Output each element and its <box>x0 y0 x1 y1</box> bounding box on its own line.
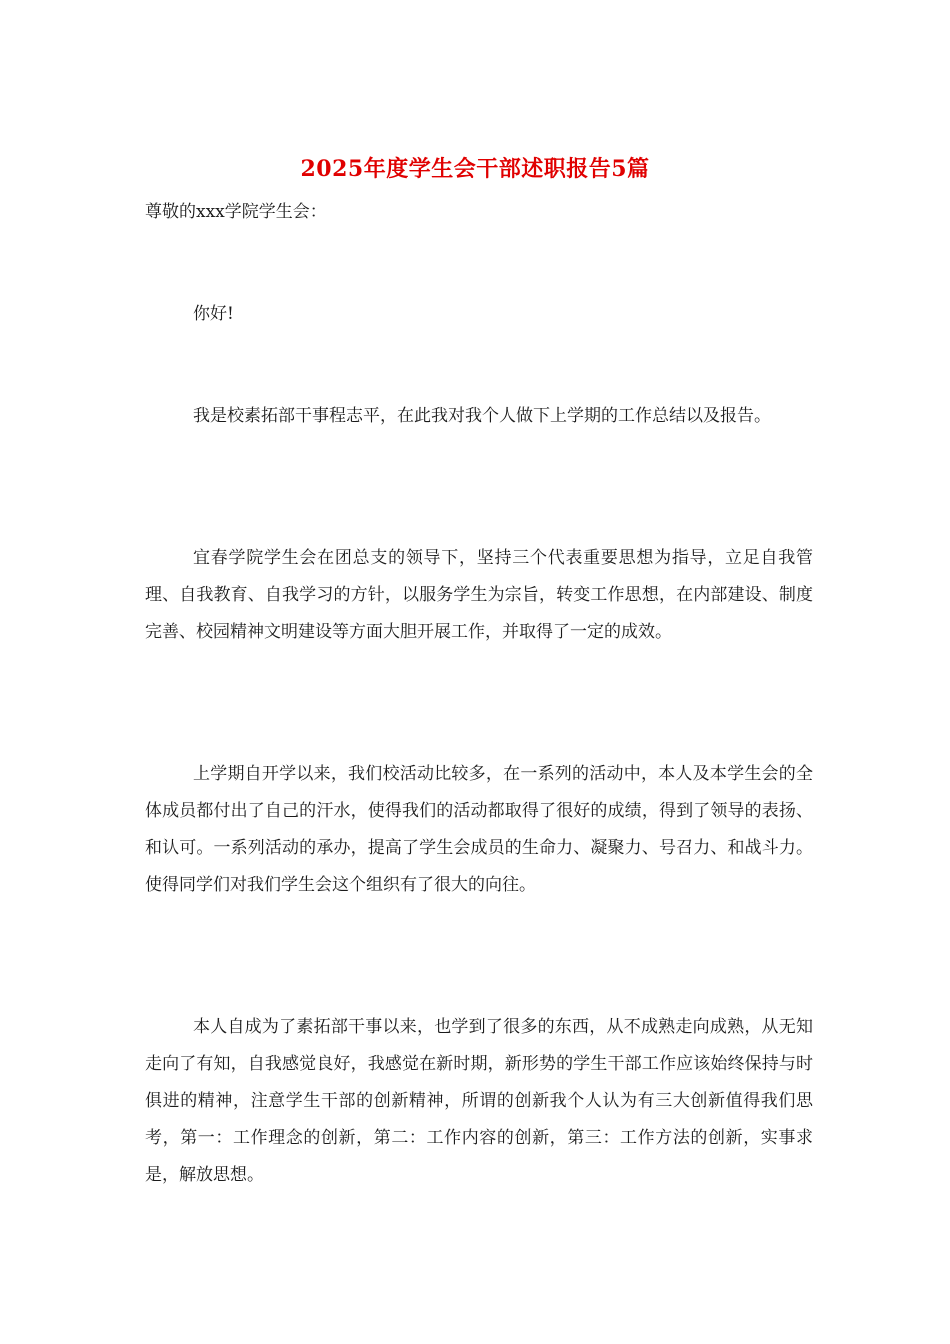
salutation: 尊敬的xxx学院学生会： <box>145 202 327 222</box>
paragraph-union-overview: 宜春学院学生会在团总支的领导下，坚持三个代表重要思想为指导，立足自我管理、自我教育、自我学习的方针，以服务学生为宗旨，转变工作思想，在内部建设、制度完善、校园精神文明建设等方面大胆开展工作，并取得了一定的成效。 <box>145 548 813 642</box>
document-title: 2025年度学生会干部述职报告5篇 <box>300 156 650 182</box>
paragraph-activities: 上学期自开学以来，我们校活动比较多，在一系列的活动中，本人及本学生会的全体成员都付出了自己的汗水，使得我们的活动都取得了很好的成绩，得到了领导的表扬、和认可。一系列活动的承办，提高了学生会成员的生命力、凝聚力、号召力、和战斗力。使得同学们对我们学生会这个组织有了很大的向往。 <box>145 764 813 895</box>
paragraph-intro: 我是校素拓部干事程志平，在此我对我个人做下上学期的工作总结以及报告。 <box>193 406 771 426</box>
paragraph-personal-growth: 本人自成为了素拓部干事以来，也学到了很多的东西，从不成熟走向成熟，从无知走向了有知，自我感觉良好，我感觉在新时期，新形势的学生干部工作应该始终保持与时俱进的精神，注意学生干部的创新精神，所谓的创新我个人认为有三大创新值得我们思考，第一：工作理念的创新，第二：工作内容的创新，第三：工作方法的创新，实事求是，解放思想。 <box>145 1017 813 1185</box>
greeting: 你好! <box>193 304 234 324</box>
